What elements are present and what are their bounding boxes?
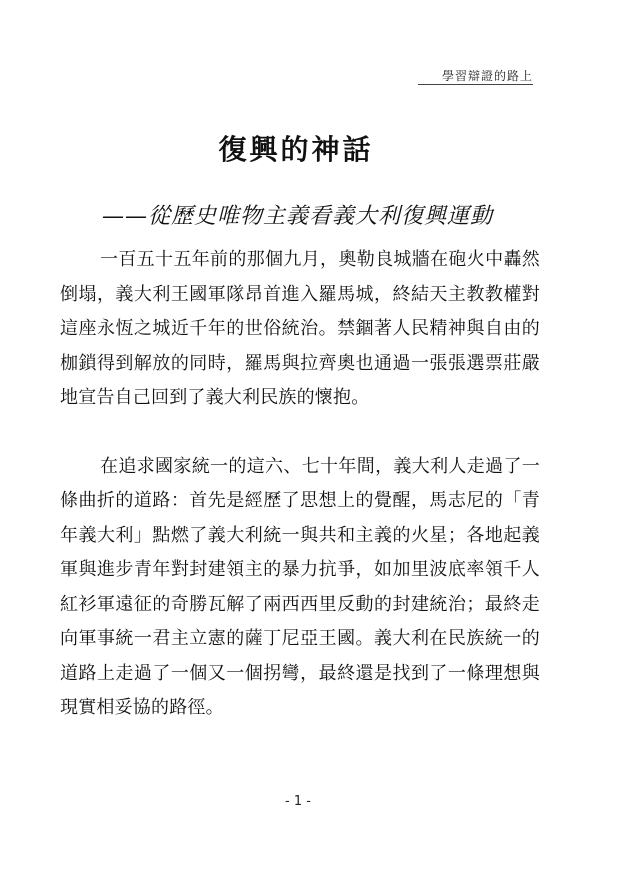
paragraph-2: 在追求國家統一的這六、七十年間，義大利人走過了一條曲折的道路：首先是經歷了思想上的覺醒，馬志尼的「青年義大利」點燃了義大利統一與共和主義的火星；各地起義軍與進步青年對封建領主的暴力抗爭，如加里波底率領千人紅衫軍遠征的奇勝瓦解了兩西西里反動的封建統治；最終走向軍事統一君主立憲的薩丁尼亞王國。義大利在民族統一的道路上走過了一個又一個拐彎，最終還是找到了一條理想與現實相妥協的路徑。 [60,455,540,718]
article-body [60,243,540,726]
page-title: 復興的神話 [218,133,374,166]
running-header: 學習辯證的路上 [441,69,533,83]
page-subtitle: ——從歷史唯物主義看義大利復興運動 [102,204,494,229]
page-number: - 1 - [285,794,311,809]
header-rule [418,84,533,85]
paragraph-1: 一百五十五年前的那個九月，奧勒良城牆在砲火中轟然倒塌，義大利王國軍隊昂首進入羅馬城，終結天主教教權對這座永恆之城近千年的世俗統治。禁錮著人民精神與自由的枷鎖得到解放的同時，羅馬與拉齊奧也通過一張張選票莊嚴地宣告自己回到了義大利民族的懷抱。 [60,249,540,408]
